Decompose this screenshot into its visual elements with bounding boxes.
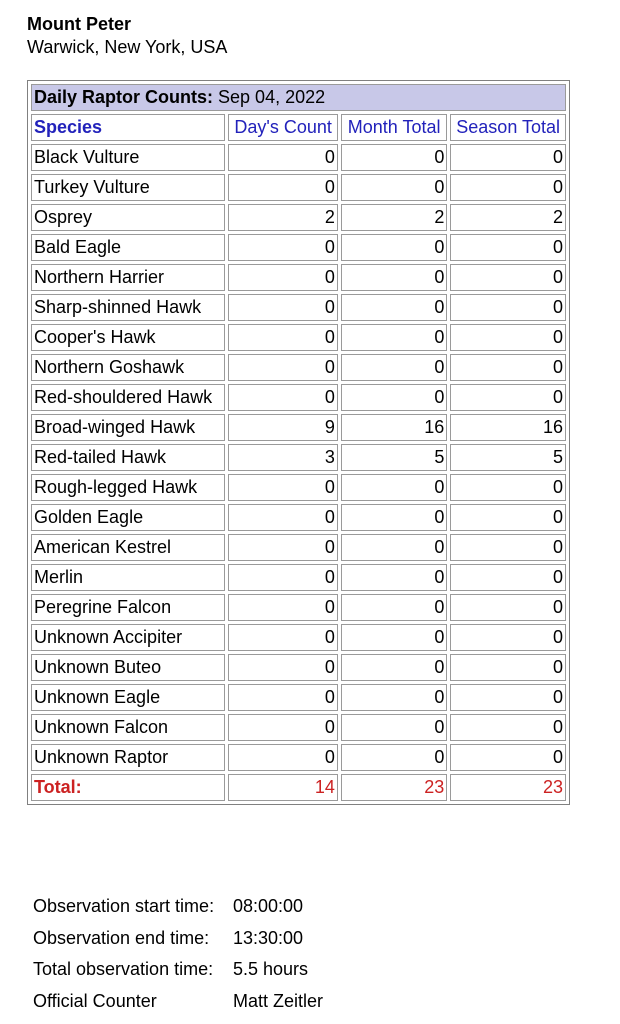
month-total-cell: 0 <box>341 534 447 561</box>
column-header-row <box>31 114 566 141</box>
day-count-cell: 3 <box>228 444 337 471</box>
table-row <box>31 144 566 171</box>
month-total-cell: 0 <box>341 474 447 501</box>
species-cell: Bald Eagle <box>31 234 225 261</box>
day-count-cell: 0 <box>228 744 337 771</box>
day-count-cell: 0 <box>228 264 337 291</box>
day-count-cell: 0 <box>228 684 337 711</box>
table-row <box>31 684 566 711</box>
season-total-cell: 0 <box>450 744 566 771</box>
total-day: 14 <box>228 774 337 801</box>
total-row <box>31 774 566 801</box>
day-count-cell: 0 <box>228 144 337 171</box>
day-count-cell: 0 <box>228 624 337 651</box>
table-row <box>31 564 566 591</box>
table-row <box>31 444 566 471</box>
day-count-cell: 9 <box>228 414 337 441</box>
table-row <box>31 504 566 531</box>
table-row <box>31 384 566 411</box>
day-count-cell: 0 <box>228 324 337 351</box>
season-total-cell: 0 <box>450 504 566 531</box>
season-total-cell: 0 <box>450 384 566 411</box>
season-total-cell: 0 <box>450 594 566 621</box>
season-total-cell: 2 <box>450 204 566 231</box>
species-cell: Unknown Eagle <box>31 684 225 711</box>
month-total-cell: 0 <box>341 744 447 771</box>
month-total-cell: 0 <box>341 144 447 171</box>
table-row <box>31 234 566 261</box>
species-cell: Unknown Accipiter <box>31 624 225 651</box>
table-title <box>31 84 566 111</box>
day-count-cell: 0 <box>228 354 337 381</box>
observation-start-row <box>33 896 323 928</box>
season-total-cell: 5 <box>450 444 566 471</box>
obs-start-label: Observation start time: <box>33 896 215 916</box>
day-count-cell: 0 <box>228 474 337 501</box>
species-cell: Osprey <box>31 204 225 231</box>
table-row <box>31 264 566 291</box>
species-cell: Unknown Falcon <box>31 714 225 741</box>
table-row <box>31 174 566 201</box>
header-month-total: Month Total <box>341 114 447 141</box>
table-row <box>31 294 566 321</box>
day-count-cell: 0 <box>228 384 337 411</box>
species-cell: Broad-winged Hawk <box>31 414 225 441</box>
month-total-cell: 0 <box>341 234 447 261</box>
total-season: 23 <box>450 774 566 801</box>
month-total-cell: 0 <box>341 504 447 531</box>
species-cell: Rough-legged Hawk <box>31 474 225 501</box>
total-month: 23 <box>341 774 447 801</box>
month-total-cell: 0 <box>341 714 447 741</box>
species-cell: Red-shouldered Hawk <box>31 384 225 411</box>
table-row <box>31 414 566 441</box>
month-total-cell: 0 <box>341 594 447 621</box>
season-total-cell: 0 <box>450 264 566 291</box>
month-total-cell: 0 <box>341 324 447 351</box>
table-row <box>31 714 566 741</box>
table-row <box>31 474 566 501</box>
month-total-cell: 0 <box>341 294 447 321</box>
species-cell: Peregrine Falcon <box>31 594 225 621</box>
counter-label: Official Counter <box>33 990 157 1011</box>
title-label: Daily Raptor Counts: <box>34 87 214 107</box>
table-row <box>31 204 566 231</box>
day-count-cell: 0 <box>228 594 337 621</box>
day-count-cell: 0 <box>228 714 337 741</box>
species-cell: Turkey Vulture <box>31 174 225 201</box>
header-season-total: Season Total <box>450 114 566 141</box>
report-date: Sep 04, 2022 <box>218 87 326 107</box>
season-total-cell: 0 <box>450 144 566 171</box>
season-total-cell: 0 <box>450 714 566 741</box>
month-total-cell: 16 <box>341 414 447 441</box>
season-total-cell: 0 <box>450 684 566 711</box>
species-cell: Sharp-shinned Hawk <box>31 294 225 321</box>
observation-end-row <box>33 928 323 960</box>
table-title-row <box>31 84 566 111</box>
species-cell: Northern Harrier <box>31 264 225 291</box>
official-counter-row <box>33 991 323 1023</box>
table-row <box>31 624 566 651</box>
month-total-cell: 0 <box>341 384 447 411</box>
month-total-cell: 0 <box>341 264 447 291</box>
month-total-cell: 0 <box>341 654 447 681</box>
season-total-cell: 0 <box>450 174 566 201</box>
day-count-cell: 0 <box>228 504 337 531</box>
table-row <box>31 744 566 771</box>
observation-details <box>33 896 323 1022</box>
season-total-cell: 0 <box>450 354 566 381</box>
table-row <box>31 534 566 561</box>
species-cell: Merlin <box>31 564 225 591</box>
obs-total-value: 5.5 hours <box>233 959 309 979</box>
site-name: Mount Peter <box>27 14 132 34</box>
season-total-cell: 0 <box>450 654 566 681</box>
day-count-cell: 2 <box>228 204 337 231</box>
observation-total-row <box>33 959 323 991</box>
species-cell: Cooper's Hawk <box>31 324 225 351</box>
obs-start-value: 08:00:00 <box>233 896 304 916</box>
month-total-cell: 0 <box>341 624 447 651</box>
obs-end-value: 13:30:00 <box>233 927 304 948</box>
day-count-cell: 0 <box>228 654 337 681</box>
species-cell: Red-tailed Hawk <box>31 444 225 471</box>
table-row <box>31 354 566 381</box>
season-total-cell: 0 <box>450 534 566 561</box>
raptor-counts-table <box>27 80 570 805</box>
month-total-cell: 0 <box>341 174 447 201</box>
season-total-cell: 0 <box>450 234 566 261</box>
header-species: Species <box>31 114 225 141</box>
counter-value: Matt Zeitler <box>233 990 324 1011</box>
species-cell: Black Vulture <box>31 144 225 171</box>
day-count-cell: 0 <box>228 294 337 321</box>
obs-end-label: Observation end time: <box>33 927 210 948</box>
day-count-cell: 0 <box>228 174 337 201</box>
table-row <box>31 324 566 351</box>
day-count-cell: 0 <box>228 564 337 591</box>
season-total-cell: 16 <box>450 414 566 441</box>
site-location: Warwick, New York, USA <box>27 37 228 57</box>
species-cell: Unknown Buteo <box>31 654 225 681</box>
table-body <box>31 144 566 771</box>
month-total-cell: 0 <box>341 354 447 381</box>
species-cell: Northern Goshawk <box>31 354 225 381</box>
season-total-cell: 0 <box>450 294 566 321</box>
table-row <box>31 654 566 681</box>
day-count-cell: 0 <box>228 234 337 261</box>
month-total-cell: 0 <box>341 564 447 591</box>
species-cell: Golden Eagle <box>31 504 225 531</box>
species-cell: Unknown Raptor <box>31 744 225 771</box>
month-total-cell: 5 <box>341 444 447 471</box>
season-total-cell: 0 <box>450 624 566 651</box>
day-count-cell: 0 <box>228 534 337 561</box>
season-total-cell: 0 <box>450 564 566 591</box>
obs-total-label: Total observation time: <box>33 959 214 979</box>
total-label: Total: <box>31 774 225 801</box>
header-days-count: Day's Count <box>228 114 337 141</box>
month-total-cell: 0 <box>341 684 447 711</box>
month-total-cell: 2 <box>341 204 447 231</box>
species-cell: American Kestrel <box>31 534 225 561</box>
season-total-cell: 0 <box>450 324 566 351</box>
season-total-cell: 0 <box>450 474 566 501</box>
table-row <box>31 594 566 621</box>
